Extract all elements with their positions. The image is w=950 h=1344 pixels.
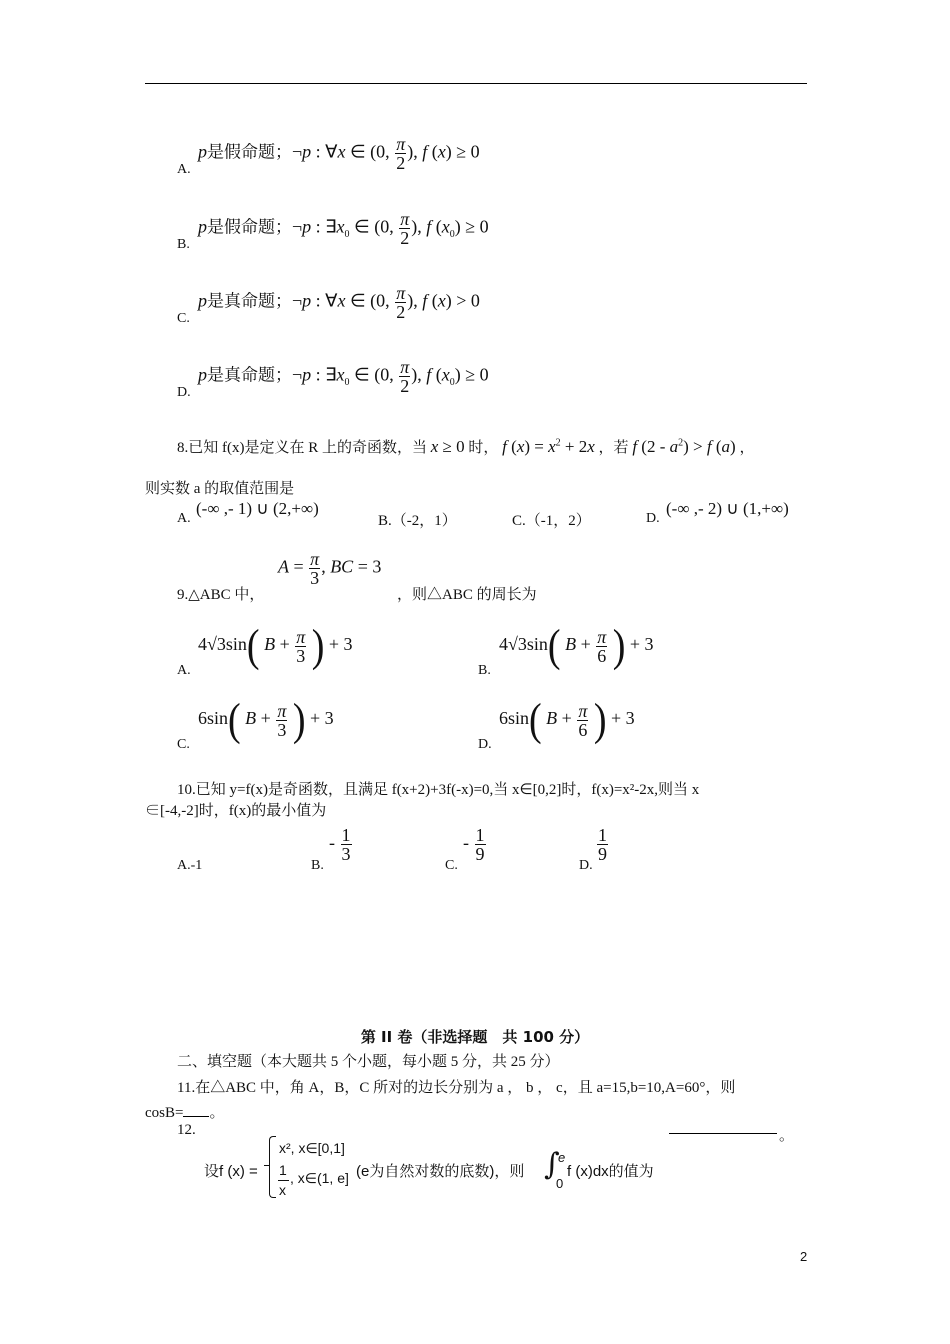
- q7-option-label: A.: [177, 162, 191, 177]
- integral-sign-icon: ∫: [544, 1147, 560, 1182]
- q10-c-num: 1: [475, 825, 485, 845]
- q12-int-lower: 0: [556, 1176, 564, 1191]
- section-heading: 二、填空题（本大题共 5 个小题，每小题 5 分，共 25 分）: [177, 1054, 560, 1070]
- q8-stem-c: ，若: [598, 440, 629, 456]
- q7-option-label: D.: [177, 385, 191, 400]
- q7-option-expression: p是真命题；¬p : ∀x ∈ (0, $\frac{\pi}{2}$ ), f (x) > 0: [198, 283, 480, 322]
- q10-d-den: 9: [598, 844, 607, 864]
- q8-stem: [177, 436, 754, 457]
- q9-coef: 4√3: [198, 634, 226, 655]
- q12-case2-den: x: [279, 1182, 286, 1198]
- q9-den: 6: [597, 645, 607, 666]
- q8-option-c: C.（-1，2）: [512, 513, 591, 529]
- q8-cond: x ≥ 0: [430, 437, 465, 456]
- q9-den: 3: [296, 645, 306, 666]
- q7-relation: ≥ 0: [465, 216, 489, 237]
- q9-den: 6: [578, 719, 588, 740]
- q12-brace: [269, 1136, 276, 1198]
- q8-option-d-label: D.: [646, 511, 660, 526]
- q12-number: 12.: [177, 1122, 196, 1138]
- header-rule: [145, 83, 807, 84]
- q10-b-num: 1: [341, 825, 351, 845]
- q9-option-expression: 4√3sin( B + $\frac{\pi}{6}$ ) + 3: [499, 620, 654, 672]
- q7-quantifier: ∀: [325, 141, 338, 162]
- q7-quantifier: ∀: [325, 290, 338, 311]
- page-number: 2: [800, 1249, 808, 1264]
- q9-den: 3: [277, 719, 287, 740]
- q9-option-label: D.: [478, 737, 492, 752]
- q12-case2-tail: , x∈(1, e]: [290, 1170, 349, 1186]
- q7-option-prefix: 是真命题；: [207, 291, 292, 311]
- q10-b-sign: -: [329, 832, 335, 853]
- q9-option-label: C.: [177, 737, 190, 752]
- q9-option-expression: 4√3sin( B + $\frac{\pi}{3}$ ) + 3: [198, 620, 353, 672]
- q9-coef: 6: [198, 708, 207, 729]
- q10-line1: 10.已知 y=f(x)是奇函数，且满足 f(x+2)+3f(-x)=0,当 x∈[0,2]时，f(x)=x²-2x,则当 x: [177, 782, 700, 798]
- q10-option-b-label: B.: [311, 858, 324, 873]
- q9-stem-b: ，则△ABC 的周长为: [397, 587, 537, 603]
- q8-option-a-label: A.: [177, 511, 191, 526]
- q7-quantifier: ∃: [325, 364, 337, 385]
- q7-relation: ≥ 0: [456, 141, 480, 162]
- q9-given: A = $\frac{\pi}{3}$ , BC = 3: [278, 549, 382, 588]
- q9-option-label: A.: [177, 663, 191, 678]
- q11-end: 。: [209, 1105, 225, 1121]
- q12-fx-label: 设f (x) =: [204, 1163, 258, 1180]
- q11-answer-blank: [183, 1116, 209, 1117]
- q7-option-label: C.: [177, 311, 190, 326]
- q7-option-expression: p是假命题；¬p : ∀x ∈ (0, $\frac{\pi}{2}$ ), f (x) ≥ 0: [198, 134, 480, 173]
- q8-stem-line2: 则实数 a 的取值范围是: [145, 481, 295, 497]
- q7-option-prefix: 是真命题；: [207, 365, 292, 385]
- q10-c-den: 9: [475, 844, 485, 864]
- q9-option-expression: 6sin( B + $\frac{\pi}{6}$ ) + 3: [499, 694, 635, 746]
- q10-option-d-label: D.: [579, 858, 593, 873]
- q12-answer-blank: [669, 1133, 777, 1134]
- q9-coef: 6: [499, 708, 508, 729]
- q9-option-expression: 6sin( B + $\frac{\pi}{3}$ ) + 3: [198, 694, 334, 746]
- q12-int-upper: e: [558, 1150, 566, 1165]
- q8-stem-b: 时，: [468, 440, 499, 456]
- q12-end: 。: [779, 1128, 795, 1144]
- q12-tail: (e为自然对数的底数)，则: [356, 1163, 525, 1180]
- q10-option-d-value: [596, 826, 609, 863]
- q9-coef: 4√3: [499, 634, 527, 655]
- q8-option-d-value: (-∞ ,- 2) ∪ (1,+∞): [666, 499, 789, 518]
- q8-stem-a: 8.已知 f(x)是定义在 R 上的奇函数，当: [177, 440, 427, 456]
- q10-option-a: A.-1: [177, 858, 203, 873]
- q10-c-sign: -: [463, 832, 469, 853]
- q11-prefix: cosB=: [145, 1105, 184, 1121]
- q12-case2-num: 1: [279, 1162, 287, 1178]
- q8-ineq: f $(2 - a^2) > f$ (a): [632, 437, 736, 456]
- q10-option-c-value: [463, 826, 487, 863]
- q8-stem-d: ，: [739, 440, 755, 456]
- q7-option-label: B.: [177, 237, 190, 252]
- q8-option-b: B.（-2，1）: [378, 513, 457, 529]
- q10-option-b-value: [329, 826, 353, 863]
- q8-fx: f $(x) = x^2 + 2x$: [502, 437, 595, 456]
- q12-integrand: f (x)dx的值为: [567, 1163, 654, 1180]
- q7-quantifier: ∃: [325, 216, 337, 237]
- q7-option-prefix: 是假命题；: [207, 142, 292, 162]
- q7-option-expression: p是真命题；¬p : $\exists x_0$ ∈ (0, $\frac{\pi}{2}$ ), f $(x_0) \ge 0$: [198, 357, 489, 396]
- q9-option-label: B.: [478, 663, 491, 678]
- q12-brace-tip: [264, 1165, 270, 1166]
- q9-stem-a: 9.△ABC 中，: [177, 587, 265, 603]
- q11-line2: [145, 1101, 224, 1122]
- q10-b-den: 3: [341, 844, 351, 864]
- q10-line2: ∈[-4,-2]时，f(x)的最小值为: [145, 803, 327, 819]
- q11-line1: 11.在△ABC 中，角 A，B，C 所对的边长分别为 a ， b ， c，且 a=15,b=10,A=60°，则: [177, 1080, 736, 1096]
- q7-relation: ≥ 0: [465, 364, 489, 385]
- q7-option-expression: p是假命题；¬p : $\exists x_0$ ∈ (0, $\frac{\pi}{2}$ ), f $(x_0) \ge 0$: [198, 209, 489, 248]
- q8-option-a-value: (-∞ ,- 1) ∪ (2,+∞): [196, 499, 319, 518]
- q10-d-num: 1: [598, 825, 607, 845]
- q7-option-prefix: 是假命题；: [207, 217, 292, 237]
- q10-option-c-label: C.: [445, 858, 458, 873]
- q7-relation: > 0: [456, 290, 480, 311]
- q12-case1: x², x∈[0,1]: [279, 1140, 345, 1156]
- q12-case2-fraction-bar: [278, 1180, 289, 1181]
- part2-title: 第 II 卷（非选择题 共 100 分）: [360, 1028, 590, 1046]
